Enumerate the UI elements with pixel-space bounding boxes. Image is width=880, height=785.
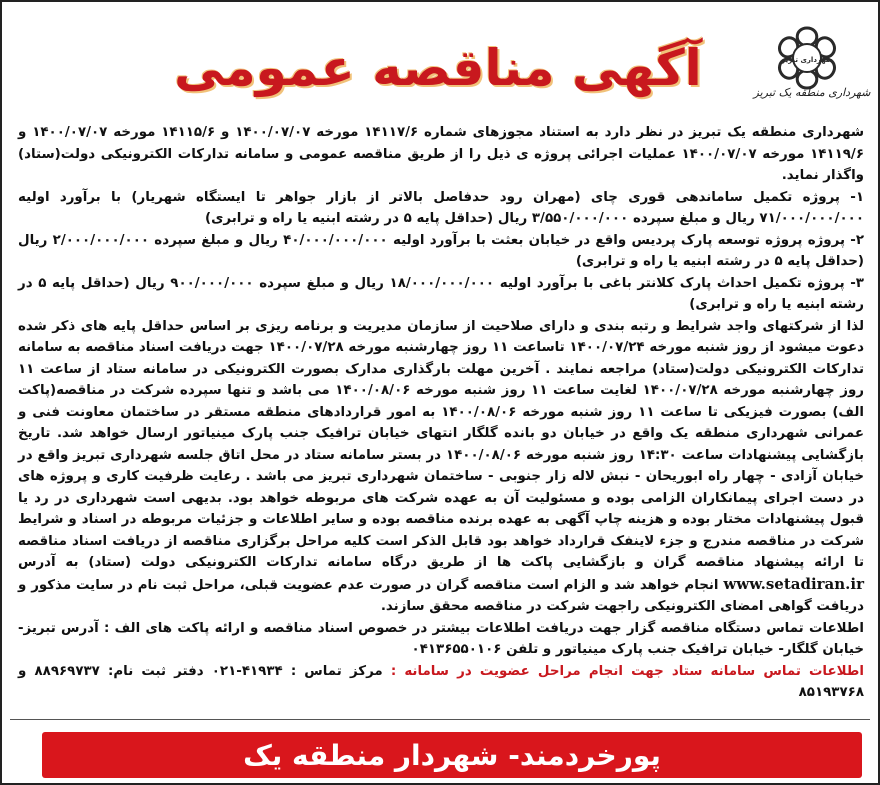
setad-contact-value: مرکز تماس : ۴۱۹۳۴-۰۲۱ دفتر ثبت نام: ۸۸۹۶۹۷۳۷ و ۸۵۱۹۳۷۶۸ xyxy=(18,663,864,700)
notice-header xyxy=(8,8,874,120)
footer-divider xyxy=(10,719,870,720)
signature-text: پورخردمند- شهردار منطقه یک xyxy=(243,738,661,772)
contact-paragraph: اطلاعات تماس دستگاه مناقصه گزار جهت دریافت اطلاعات بیشتر در خصوص اسناد مناقصه و ارائه پاکت های الف : آدرس تبریز- خیابان گلگار- خیابان ترافیک جنب پارک مینیاتور و تلفن ۰۴۱۳۶۵۵۰۱۰۶ xyxy=(18,620,864,657)
main-paragraph xyxy=(18,316,864,618)
project-item-2: ۲- پروژه پروژه توسعه پارک پردیس واقع در خیابان بعثت با برآورد اولیه ۴۰/۰۰۰/۰۰۰/۰۰۰ ریال و مبلغ سپرده ۲/۰۰۰/۰۰۰/۰۰۰ ریال (حداقل پایه ۵ در رشته ابنیه یا راه و ترابری) xyxy=(18,232,864,269)
setad-contact-label: اطلاعات تماس سامانه ستاد جهت انجام مراحل عضویت در سامانه : xyxy=(390,663,864,679)
project-item-1: ۱- پروژه تکمیل ساماندهی قوری چای (مهران رود حدفاصل بالاتر از بازار جواهر تا ایستگاه شهریار) با برآورد اولیه ۷۱/۰۰۰/۰۰۰/۰۰۰ ریال و مبلغ سپرده ۳/۵۵۰/۰۰۰/۰۰۰ ریال (حداقل پایه ۵ در رشته ابنیه یا راه و ترابری) xyxy=(18,189,864,226)
main-paragraph-part2: انجام خواهد شد و الزام است مناقصه گران در صورت عدم عضویت قبلی، مراحل ثبت نام در سایت مذکور و دریافت گواهی امضای الکترونیکی راجهت شرکت در مناقصه محقق سازند. xyxy=(18,577,864,614)
municipality-logo xyxy=(752,16,862,116)
notice-title: آگهی مناقصه عمومی xyxy=(174,39,702,97)
setad-contact-line xyxy=(18,661,864,704)
title-banner xyxy=(158,28,718,108)
main-paragraph-part1: لذا از شرکتهای واجد شرایط و رتبه بندی و دارای صلاحیت از سازمان مدیریت و برنامه ریزی بر اساس حداقل پایه های ذکر شده دعوت میشود از روز شنبه مورخه ۱۴۰۰/۰۷/۲۴ تاساعت ۱۱ روز چهارشنبه مورخه ۱۴۰۰/۰۷/۲۸ جهت دریافت اسناد مناقصه به سامانه تدارکات الکترونیکی دولت(ستاد) مراجعه نمایند . آخرین مهلت بارگذاری مدارک بصورت الکترونیکی در سامانه ستاد از ساعت ۱۱ روز چهارشنبه مورخه ۱۴۰۰/۰۷/۲۸ لغایت ساعت ۱۱ روز شنبه مورخه ۱۴۰۰/۰۸/۰۶ می باشد و تنها سپرده شرکت در مناقصه(پاکت الف) بصورت فیزیکی تا ساعت ۱۱ روز شنبه مورخه ۱۴۰۰/۰۸/۰۶ به امور قراردادهای منطقه مستقر در ساختمان معاونت فنی و عمرانی شهرداری منطقه یک واقع در خیابان دو بانده گلگار انتهای خیابان ترافیک جنب پارک مینیاتور ارسال خواهد شد. تاریخ بازگشایی پیشنهادات ساعت ۱۴:۳۰ روز شنبه مورخه ۱۴۰۰/۰۸/۰۶ در بستر سامانه ستاد در محل اتاق جلسه شهرداری تبریز واقع در خیابان آزادی - چهار راه ابوریحان - نبش لاله زار جنوبی - ساختمان شهرداری تبریز می باشد . رعایت ظرفیت کاری و پروژه های در دست اجرای پیمانکاران الزامی بوده و مسئولیت آن به عهده شرکت های مربوطه خواهد بود. بدیهی است شهرداری در رد یا قبول پیشنهادات مختار بوده و هزینه چاپ آگهی به عهده برنده مناقصه بوده و سایر اطلاعات و جزئیات مربوطه در اسناد و شرایط شرکت در مناقصه مندرج و جزء لاینفک قرارداد خواهد بود قابل الذکر است کلیه مراحل برگزاری مناقصه از دریافت اسناد مناقصه تا ارائه پیشنهاد مناقصه گران و بازگشایی پاکت ها از طریق درگاه سامانه تدارکات الکترونیکی دولت (ستاد) به آدرس xyxy=(18,318,865,570)
notice-body xyxy=(18,122,864,704)
intro-paragraph: شهرداری منطقه یک تبریز در نظر دارد به استناد مجوزهای شماره ۱۴۱۱۷/۶ مورخه ۱۴۰۰/۰۷/۰۷ و ۱۴۱۱۵/۶ مورخه ۱۴۰۰/۰۷/۰۷ و ۱۴۱۱۹/۶ مورخه ۱۴۰۰/۰۷/۰۷ عملیات اجرائی پروژه ی ذیل را از طریق مناقصه عمومی و سامانه تدارکات الکترونیکی دولت(ستاد) واگذار نماید. xyxy=(18,125,864,183)
municipality-logo-mark-icon xyxy=(752,16,862,116)
project-item-3: ۳- پروژه تکمیل احداث پارک کلانتر باغی با برآورد اولیه ۱۸/۰۰۰/۰۰۰/۰۰۰ ریال و مبلغ سپرده ۹۰۰/۰۰۰/۰۰۰ ریال (حداقل پایه ۵ در رشته ابنیه یا راه و ترابری) xyxy=(18,275,864,312)
logo-caption: شهرداری منطقه یک تبریز xyxy=(753,86,871,99)
logo-lettering: شهرداری تبریز xyxy=(781,56,833,64)
setad-website-link[interactable]: www.setadiran.ir xyxy=(723,574,864,593)
signature-banner xyxy=(42,732,862,778)
